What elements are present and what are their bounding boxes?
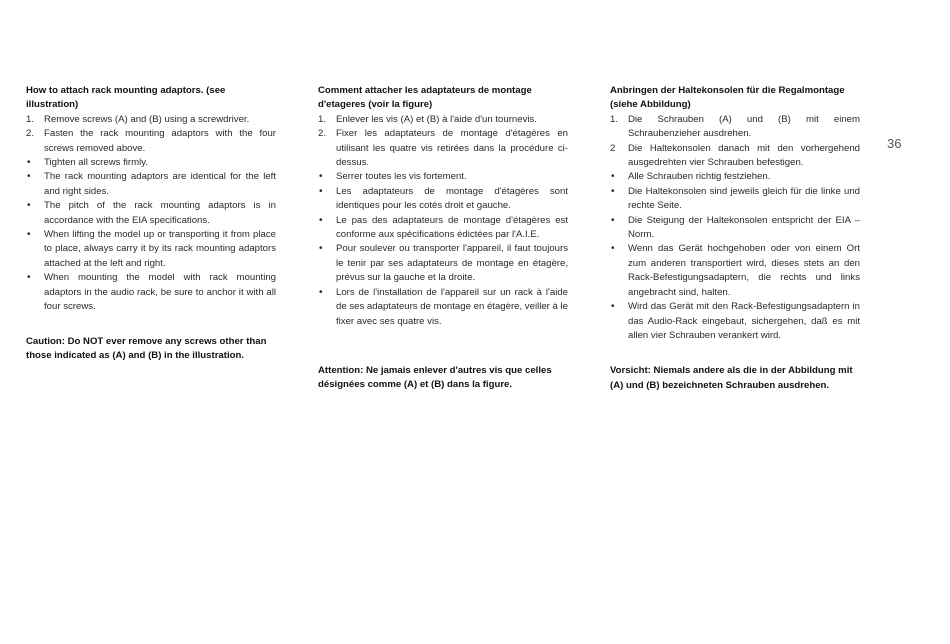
list-item (26, 113, 276, 127)
bullet-icon: • (27, 272, 31, 284)
list-item-text: Lors de l'installation de l'appareil sur un rack à l'aide de ses adaptateurs de montage en étagère, veiller à le fixer avec ses quatre vis. (336, 286, 569, 327)
list-item-text: Tighten all screws firmly. (44, 157, 148, 169)
list-item-text: Serrer toutes les vis fortement. (336, 171, 467, 183)
list-item-text: Wenn das Gerät hochgehoben oder von einem Ort zum anderen transportiert wird, dieses stets an den Rack-Befestigungsadaptern, die rechts und links angebracht sind, halten. (628, 243, 860, 298)
french-instruction-list (318, 113, 568, 329)
list-item (610, 300, 860, 343)
bullet-icon: • (611, 243, 615, 255)
list-item-text: Fixer les adaptateurs de montage d'étagères en utilisant les quatre vis retirées dans la procédure ci-dessus. (336, 128, 568, 169)
list-item-text: Die Haltekonsolen danach mit den vorhergehend ausgedrehten vier Schrauben befestigen. (628, 142, 860, 169)
list-item (610, 113, 860, 142)
list-marker: 2. (26, 128, 35, 140)
list-marker: 1. (318, 113, 327, 125)
english-caution: Caution: Do NOT ever remove any screws other than those indicated as (A) and (B) in the illustration. (26, 335, 267, 361)
french-caution: Attention: Ne jamais enlever d'autres vis que celles désignées comme (A) et (B) dans la figure. (318, 364, 552, 391)
list-item-text: Remove screws (A) and (B) using a screwdriver. (44, 113, 250, 125)
bullet-icon: • (611, 214, 615, 226)
list-item-text: When lifting the model up or transporting it from place to place, always carry it by its rack mounting adaptors attached at the left and right. (44, 229, 276, 269)
list-item (318, 242, 568, 285)
bullet-icon: • (27, 157, 31, 169)
list-item (610, 170, 860, 184)
list-item (26, 199, 276, 228)
list-item (318, 286, 568, 329)
german-column (610, 84, 860, 393)
list-item (318, 127, 568, 170)
english-instruction-list (26, 113, 276, 315)
list-item (26, 127, 276, 156)
list-item (318, 113, 568, 127)
bullet-icon: • (319, 243, 323, 255)
german-instruction-list (610, 113, 860, 344)
list-item-text: Fasten the rack mounting adaptors with the four screws removed above. (44, 128, 276, 154)
list-item (26, 156, 276, 170)
german-caution: Vorsicht: Niemals andere als die in der Abbildung mit (A) und (B) bezeichneten Schrauben ausdrehen. (610, 365, 853, 391)
list-item (610, 214, 860, 243)
list-item (26, 271, 276, 314)
french-column (318, 84, 568, 393)
page-number: 36 (887, 136, 902, 151)
bullet-icon: • (27, 200, 31, 212)
bullet-icon: • (611, 301, 615, 313)
bullet-icon: • (611, 171, 615, 183)
list-item-text: Les adaptateurs de montage d'étagères sont identiques pour les cotés droit et gauche. (336, 185, 568, 212)
list-item-text: Wird das Gerät mit den Rack-Befestigungsadaptern in das Audio-Rack eingebaut, sichergehen, daß es mit allen vier Schrauben verankert wird. (628, 301, 860, 341)
english-column (26, 84, 276, 363)
bullet-icon: • (319, 214, 323, 226)
list-item-text: Die Schrauben (A) und (B) mit einem Schraubenzieher ausdrehen. (628, 113, 860, 140)
list-marker: 1. (610, 113, 619, 125)
english-heading: How to attach rack mounting adaptors. (see illustration) (26, 85, 226, 111)
list-item (318, 170, 568, 184)
bullet-icon: • (611, 185, 615, 197)
french-heading: Comment attacher les adaptateurs de montage d'etageres (voir la figure) (318, 85, 532, 111)
list-item (610, 185, 860, 214)
german-heading: Anbringen der Haltekonsolen für die Regalmontage (siehe Abbildung) (610, 85, 845, 111)
list-item (318, 214, 568, 243)
list-item-text: Pour soulever ou transporter l'appareil, il faut toujours le tenir par ses adaptateurs de montage en étagère, prévus sur la gauche et la droite. (336, 243, 568, 284)
list-item-text: Enlever les vis (A) et (B) à l'aide d'un tournevis. (336, 113, 537, 125)
list-item (610, 242, 860, 300)
list-item (610, 142, 860, 171)
bullet-icon: • (319, 171, 323, 183)
list-item (26, 228, 276, 271)
bullet-icon: • (27, 229, 31, 241)
bullet-icon: • (319, 286, 323, 298)
list-marker: 2 (610, 142, 616, 154)
list-item-text: Alle Schrauben richtig festziehen. (628, 171, 771, 183)
list-marker: 2. (318, 128, 327, 140)
list-item-text: Die Haltekonsolen sind jeweils gleich für die linke und rechte Seite. (628, 185, 860, 212)
list-item-text: Le pas des adaptateurs de montage d'étagères est conforme aux spécifications édictées par l'A.I.E. (336, 214, 568, 241)
bullet-icon: • (27, 171, 31, 183)
list-item-text: When mounting the model with rack mounting adaptors in the audio rack, be sure to anchor it with all four screws. (44, 272, 276, 313)
bullet-icon: • (319, 185, 323, 197)
list-item (318, 185, 568, 214)
list-marker: 1. (26, 113, 35, 125)
list-item-text: Die Steigung der Haltekonsolen entspricht der EIA – Norm. (628, 214, 860, 241)
list-item-text: The pitch of the rack mounting adaptors is in accordance with the EIA specifications. (44, 200, 276, 226)
list-item (26, 170, 276, 199)
list-item-text: The rack mounting adaptors are identical for the left and right sides. (44, 171, 276, 197)
